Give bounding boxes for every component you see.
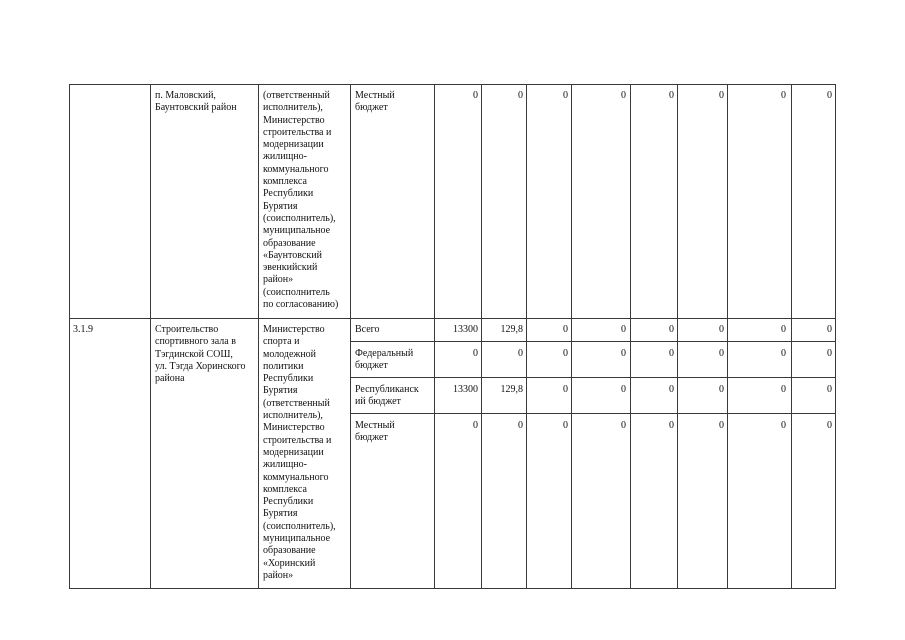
value-cell: 0 (719, 90, 724, 101)
value-cell: 0 (563, 384, 568, 395)
value-cell: 0 (781, 324, 786, 335)
col-border (835, 84, 836, 589)
value-cell: 0 (518, 420, 523, 431)
value-cell: 0 (621, 90, 626, 101)
value-cell: 0 (669, 384, 674, 395)
value-cell: 0 (563, 90, 568, 101)
value-cell: 0 (518, 90, 523, 101)
value-cell: 0 (669, 420, 674, 431)
col-border (677, 84, 678, 589)
value-cell: 0 (827, 384, 832, 395)
value-cell: 0 (473, 348, 478, 359)
col-border (150, 84, 151, 589)
subrow-divider (350, 377, 835, 378)
value-cell: 0 (719, 324, 724, 335)
funding-source: Всего (355, 324, 380, 335)
subrow-divider (350, 413, 835, 414)
col-border (69, 84, 70, 589)
value-cell: 0 (621, 348, 626, 359)
value-cell: 0 (781, 420, 786, 431)
value-cell: 0 (563, 324, 568, 335)
funding-source: Местный бюджет (355, 90, 395, 114)
col-border (258, 84, 259, 589)
funding-source: Республиканск ий бюджет (355, 384, 419, 408)
value-cell: 0 (827, 420, 832, 431)
value-cell: 129,8 (500, 324, 523, 335)
value-cell: 0 (621, 384, 626, 395)
value-cell: 0 (719, 420, 724, 431)
value-cell: 0 (719, 384, 724, 395)
col-border (630, 84, 631, 589)
funding-source: Местный бюджет (355, 420, 395, 444)
funding-source: Федеральный бюджет (355, 348, 414, 372)
value-cell: 0 (827, 348, 832, 359)
value-cell: 0 (781, 348, 786, 359)
value-cell: 0 (621, 324, 626, 335)
table-bottom-border (69, 588, 835, 589)
value-cell: 0 (669, 90, 674, 101)
value-cell: 0 (473, 90, 478, 101)
row-number: 3.1.9 (73, 324, 93, 335)
value-cell: 13300 (453, 324, 478, 335)
value-cell: 0 (827, 324, 832, 335)
value-cell: 0 (781, 384, 786, 395)
executor-text: Министерство спорта и молодежной политики Республики Бурятия (ответственный исполнитель), Министерство строительства и модернизации жилищно- коммунального комплекса Республики Бурятия (соисполнитель), муниципальное образование «Хоринский район» (263, 324, 336, 581)
value-cell: 0 (669, 348, 674, 359)
value-cell: 0 (563, 348, 568, 359)
value-cell: 0 (827, 90, 832, 101)
object-name: п. Маловский, Баунтовский район (155, 90, 237, 114)
value-cell: 0 (563, 420, 568, 431)
col-border (350, 84, 351, 589)
table-top-border (69, 84, 835, 85)
value-cell: 0 (669, 324, 674, 335)
value-cell: 0 (473, 420, 478, 431)
value-cell: 0 (719, 348, 724, 359)
col-border (434, 84, 435, 589)
col-border (791, 84, 792, 589)
object-name: Строительство спортивного зала в Тэгдинской СОШ, ул. Тэгда Хоринского района (155, 324, 246, 385)
value-cell: 0 (781, 90, 786, 101)
col-border (727, 84, 728, 589)
col-border (571, 84, 572, 589)
col-border (526, 84, 527, 589)
col-border (481, 84, 482, 589)
value-cell: 13300 (453, 384, 478, 395)
subrow-divider (350, 341, 835, 342)
value-cell: 129,8 (500, 384, 523, 395)
executor-text: (ответственный исполнитель), Министерство строительства и модернизации жилищно- коммунального комплекса Республики Бурятия (соисполнитель), муниципальное образование «Баунтовский эвенкийский район» (соисполнитель по согласованию) (263, 90, 339, 311)
row-divider (69, 318, 835, 319)
value-cell: 0 (621, 420, 626, 431)
value-cell: 0 (518, 348, 523, 359)
